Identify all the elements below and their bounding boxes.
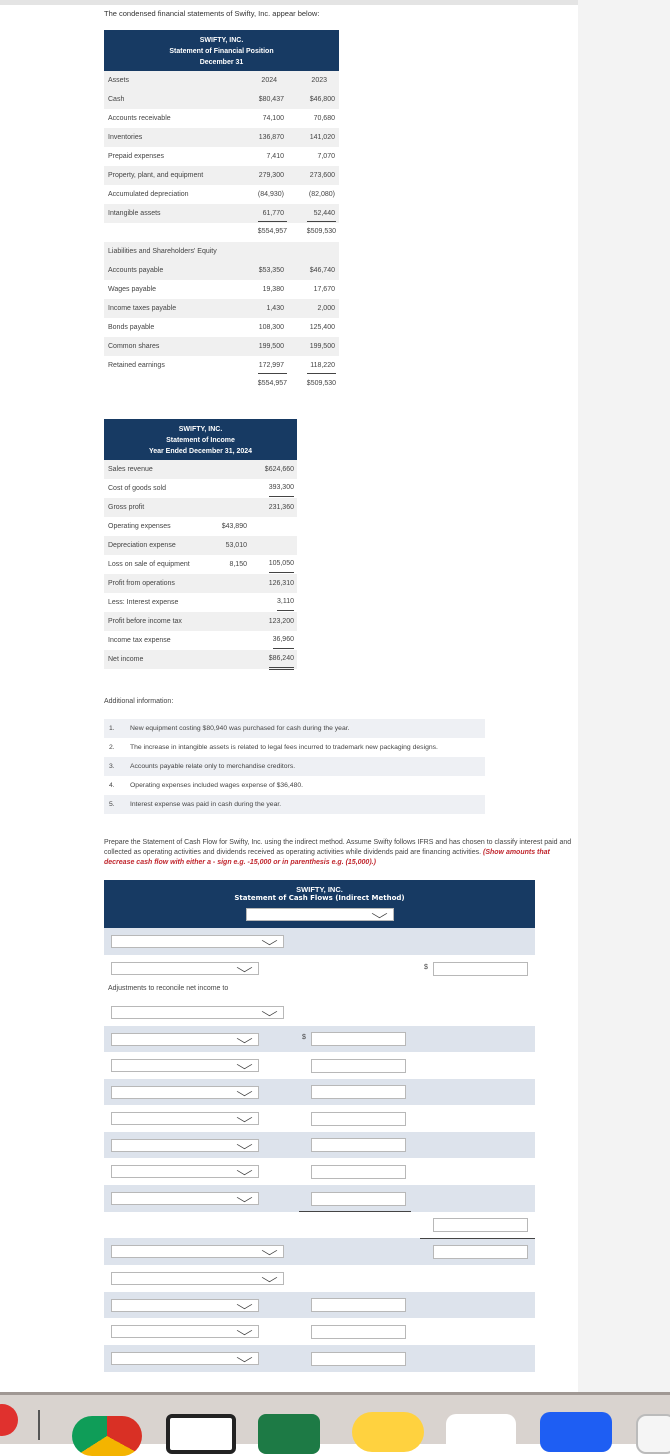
is-date: Year Ended December 31, 2024: [148, 448, 253, 455]
liabilities-row: [104, 299, 339, 318]
assets-row: [104, 109, 339, 128]
additional-info-text: Accounts payable relate only to merchandise creditors.: [130, 763, 296, 770]
cf-dollar-sign: $: [424, 964, 428, 971]
is-header: [104, 419, 297, 460]
liabilities-row: [104, 318, 339, 337]
income-row: [104, 460, 297, 479]
income-row: [104, 593, 297, 612]
assets-row: [104, 185, 339, 204]
additional-info-text: The increase in intangible assets is related to legal fees incurred to trademark new packaging designs.: [130, 744, 438, 751]
chevron-down-icon: [237, 963, 253, 972]
cf-line-item-select[interactable]: [111, 1272, 284, 1285]
chevron-down-icon: [262, 936, 278, 945]
chrome-icon[interactable]: [72, 1416, 142, 1456]
cf-row: [104, 1052, 535, 1079]
chevron-down-icon: [237, 1140, 253, 1149]
cf-row: [104, 1265, 535, 1292]
assets-value-2023: 273,600: [309, 172, 335, 179]
income-label: Depreciation expense: [108, 542, 176, 549]
cf-row: [104, 1026, 535, 1052]
cf-line-item-select[interactable]: [111, 1112, 259, 1125]
assets-value-2023: $46,800: [309, 96, 335, 103]
cf-total-input[interactable]: [433, 1218, 528, 1232]
cf-line-item-select[interactable]: [111, 1192, 259, 1205]
cf-row: [104, 1158, 535, 1185]
assets-label: Intangible assets: [108, 210, 161, 217]
sfp-date: December 31: [199, 59, 244, 66]
chevron-down-icon: [237, 1300, 253, 1309]
sfp-header: [104, 30, 339, 71]
instructions: [104, 838, 574, 868]
assets-value-2023: 141,020: [309, 134, 335, 141]
cf-line-item-select[interactable]: [111, 1033, 259, 1046]
assets-row: [104, 90, 339, 109]
zoom-icon[interactable]: [540, 1412, 612, 1452]
cf-header: [104, 880, 535, 928]
assets-value-2023: 52,440: [313, 210, 335, 217]
income-label: Profit from operations: [108, 580, 175, 587]
cf-row: [104, 1105, 535, 1132]
liabilities-row: [104, 280, 339, 299]
assets-value-2023: 7,070: [317, 153, 335, 160]
sfp-company: SWIFTY, INC.: [199, 37, 244, 44]
assets-value-2024: 74,100: [262, 115, 284, 122]
assets-label: Assets: [108, 77, 130, 84]
cf-row: [104, 982, 535, 999]
col-2024: 2024: [261, 77, 277, 84]
notes-icon[interactable]: [352, 1412, 424, 1452]
cf-amount-input[interactable]: [311, 1325, 406, 1339]
income-label: Less: Interest expense: [108, 599, 179, 606]
liabilities-value-2023: $46,740: [309, 267, 335, 274]
is-title: Statement of Income: [166, 437, 235, 444]
liabilities-label: Wages payable: [108, 286, 156, 293]
cf-row: [104, 1345, 535, 1372]
additional-info-number: 5.: [109, 801, 115, 808]
chevron-down-icon: [372, 909, 388, 918]
income-label: Income tax expense: [108, 637, 171, 644]
liabilities-value-2024: $53,350: [258, 267, 284, 274]
cf-amount-input[interactable]: [311, 1352, 406, 1366]
income-row: [104, 517, 297, 536]
liabilities-row: [104, 337, 339, 356]
income-row: [104, 555, 297, 574]
liab-total-2023: $509,530: [307, 373, 336, 393]
assets-heading-row: [104, 71, 339, 90]
chevron-down-icon: [237, 1193, 253, 1202]
chevron-down-icon: [237, 1087, 253, 1096]
cf-row: [104, 999, 535, 1026]
income-label: Operating expenses: [108, 523, 171, 530]
cf-row: [104, 928, 535, 955]
chevron-down-icon: [262, 1246, 278, 1255]
liab-total-row: [104, 375, 339, 394]
app-icon[interactable]: [636, 1414, 670, 1454]
liabilities-row: [104, 356, 339, 375]
dock-divider: [38, 1410, 40, 1440]
cf-line-item-select[interactable]: [111, 1006, 284, 1019]
cf-line-item-select[interactable]: [111, 1165, 259, 1178]
additional-info-list: [104, 719, 485, 814]
cf-period-select[interactable]: [246, 908, 394, 921]
liabilities-value-2024: 199,500: [258, 343, 284, 350]
chevron-down-icon: [237, 1113, 253, 1122]
additional-info-number: 3.: [109, 763, 115, 770]
liab-total-2024: $554,957: [258, 373, 287, 393]
assets-value-2024: 61,770: [262, 210, 284, 217]
is-company: SWIFTY, INC.: [178, 426, 223, 433]
cf-adjust-label: Adjustments to reconcile net income to: [108, 985, 229, 992]
income-label: Cost of goods sold: [108, 485, 166, 492]
browser-top-edge: [0, 0, 670, 5]
assets-label: Inventories: [108, 134, 143, 141]
income-row: [104, 650, 297, 669]
income-label: Gross profit: [108, 504, 145, 511]
cf-amount-input[interactable]: [311, 1165, 406, 1179]
income-row: [104, 479, 297, 498]
instructions-note: (Show amounts that decrease cash flow with either a - sign e.g. -15,000 or in parenthesis e.g. (15,000).): [104, 849, 550, 866]
liabilities-label: Bonds payable: [108, 324, 155, 331]
cf-line-item-select[interactable]: [111, 1299, 259, 1312]
income-value-total: 123,200: [268, 618, 294, 625]
cf-amount-input[interactable]: [311, 1085, 406, 1099]
assets-row: [104, 204, 339, 223]
cf-row: [104, 1212, 535, 1238]
cf-line-item-select[interactable]: [111, 1325, 259, 1338]
chevron-down-icon: [262, 1273, 278, 1282]
income-label: Net income: [108, 656, 144, 663]
cf-total-rule: [420, 1238, 535, 1239]
income-value-total: $624,660: [264, 466, 294, 473]
assets-label: Prepaid expenses: [108, 153, 165, 160]
additional-label: Additional information:: [104, 698, 174, 705]
cf-line-item-select[interactable]: [111, 1086, 259, 1099]
cf-row: [104, 1238, 535, 1265]
cf-line-item-select[interactable]: [111, 1245, 284, 1258]
assets-row: [104, 166, 339, 185]
assets-row: [104, 147, 339, 166]
cf-row: [104, 955, 535, 982]
chevron-down-icon: [237, 1060, 253, 1069]
notion-icon[interactable]: [166, 1414, 236, 1454]
cf-line-item-select[interactable]: [111, 935, 284, 948]
liabilities-label: Accounts payable: [108, 267, 164, 274]
liabilities-value-2024: 108,300: [258, 324, 284, 331]
additional-info-item: [104, 719, 485, 738]
income-value-total: 3,110: [277, 593, 294, 611]
liabilities-value-2023: 118,220: [310, 362, 335, 369]
cf-row: [104, 1185, 535, 1212]
income-row: [104, 612, 297, 631]
sfp-title: Statement of Financial Position: [169, 48, 274, 55]
assets-total-2023: $509,530: [307, 221, 336, 241]
chevron-down-icon: [237, 1326, 253, 1335]
cf-row: [104, 1079, 535, 1105]
liabilities-value-2023: 199,500: [309, 343, 335, 350]
liabilities-value-2024: 19,380: [262, 286, 284, 293]
instructions-text: Prepare the Statement of Cash Flow for Swifty, Inc. using the indirect method. Assume Swifty follows IFRS and has chosen to classify interest paid and collected as operating activities and dividends received as operating activities while dividends paid are financing activities.: [104, 839, 572, 856]
cf-amount-input[interactable]: [311, 1059, 406, 1073]
liabilities-value-2023: 17,670: [313, 286, 335, 293]
assets-label: Accounts receivable: [108, 115, 171, 122]
chevron-down-icon: [237, 1353, 253, 1362]
chevron-down-icon: [237, 1034, 253, 1043]
income-label: Profit before income tax: [108, 618, 182, 625]
assets-value-2024: 279,300: [258, 172, 284, 179]
additional-info-item: [104, 757, 485, 776]
liab-label: Liabilities and Shareholders' Equity: [108, 248, 217, 255]
col-2023: 2023: [311, 77, 327, 84]
additional-info-text: New equipment costing $80,940 was purchased for cash during the year.: [130, 725, 350, 732]
assets-total-2024: $554,957: [258, 221, 287, 241]
income-value-total: 126,310: [268, 580, 294, 587]
additional-info-number: 2.: [109, 744, 115, 751]
additional-info-number: 4.: [109, 782, 115, 789]
assets-value-2023: (82,080): [308, 191, 335, 198]
liabilities-value-2024: 1,430: [266, 305, 284, 312]
cf-amount-input[interactable]: [311, 1192, 406, 1206]
assets-label: Accumulated depreciation: [108, 191, 189, 198]
assets-value-2024: $80,437: [258, 96, 284, 103]
cf-company: SWIFTY, INC.: [296, 885, 343, 894]
liabilities-value-2023: 125,400: [309, 324, 335, 331]
chevron-down-icon: [262, 1007, 278, 1016]
cf-row: [104, 1318, 535, 1345]
income-value-total: 36,960: [273, 631, 294, 649]
assets-value-2024: 136,870: [258, 134, 284, 141]
cf-amount-input[interactable]: [311, 1112, 406, 1126]
cf-row: [104, 1132, 535, 1158]
income-row: [104, 536, 297, 555]
liab-heading-row: [104, 242, 339, 261]
cf-line-item-select[interactable]: [111, 1352, 259, 1365]
income-row: [104, 631, 297, 650]
income-value-total: 393,300: [269, 479, 294, 497]
cf-dollar-sign: $: [302, 1034, 306, 1041]
income-value-inner: 53,010: [225, 542, 247, 549]
income-value-inner: $43,890: [221, 523, 247, 530]
chevron-down-icon: [237, 1166, 253, 1175]
page-right-margin: [578, 0, 670, 1392]
income-row: [104, 498, 297, 517]
cf-row: [104, 1292, 535, 1318]
assets-value-2023: 70,680: [313, 115, 335, 122]
additional-info-text: Interest expense was paid in cash during the year.: [130, 801, 282, 808]
cf-line-item-select[interactable]: [111, 962, 259, 975]
liabilities-label: Retained earnings: [108, 362, 165, 369]
cf-line-item-select[interactable]: [111, 1059, 259, 1072]
cf-title: Statement of Cash Flows (Indirect Method): [234, 894, 405, 902]
additional-info-item: [104, 738, 485, 757]
assets-value-2024: 7,410: [266, 153, 284, 160]
cf-total-input[interactable]: [433, 1245, 528, 1259]
income-statement-table: [104, 419, 297, 669]
liabilities-label: Common shares: [108, 343, 160, 350]
cf-amount-input[interactable]: [311, 1138, 406, 1152]
assets-label: Cash: [108, 96, 125, 103]
checklist-icon[interactable]: [446, 1414, 516, 1454]
cf-total-input[interactable]: [433, 962, 528, 976]
income-label: Loss on sale of equipment: [108, 561, 190, 568]
cash-flow-statement: [104, 880, 535, 1392]
cf-amount-input[interactable]: [311, 1298, 406, 1312]
income-row: [104, 574, 297, 593]
income-value-total: $86,240: [269, 650, 294, 670]
liabilities-value-2024: 172,997: [258, 362, 284, 369]
assets-label: Property, plant, and equipment: [108, 172, 204, 179]
income-value-total: 231,360: [268, 504, 294, 511]
cf-line-item-select[interactable]: [111, 1139, 259, 1152]
additional-info-text: Operating expenses included wages expense of $36,480.: [130, 782, 304, 789]
additional-info-number: 1.: [109, 725, 115, 732]
assets-total-row: [104, 223, 339, 242]
excel-icon[interactable]: [258, 1414, 320, 1454]
additional-info-item: [104, 795, 485, 814]
liabilities-row: [104, 261, 339, 280]
income-label: Sales revenue: [108, 466, 153, 473]
financial-position-table: [104, 30, 339, 394]
liabilities-label: Income taxes payable: [108, 305, 177, 312]
liabilities-value-2023: 2,000: [317, 305, 335, 312]
assets-value-2024: (84,930): [257, 191, 284, 198]
intro-text: The condensed financial statements of Swifty, Inc. appear below:: [104, 9, 320, 18]
cf-amount-input[interactable]: [311, 1032, 406, 1046]
income-value-total: 105,050: [269, 555, 294, 573]
assets-row: [104, 128, 339, 147]
income-value-inner: 8,150: [229, 561, 247, 568]
additional-info-item: [104, 776, 485, 795]
